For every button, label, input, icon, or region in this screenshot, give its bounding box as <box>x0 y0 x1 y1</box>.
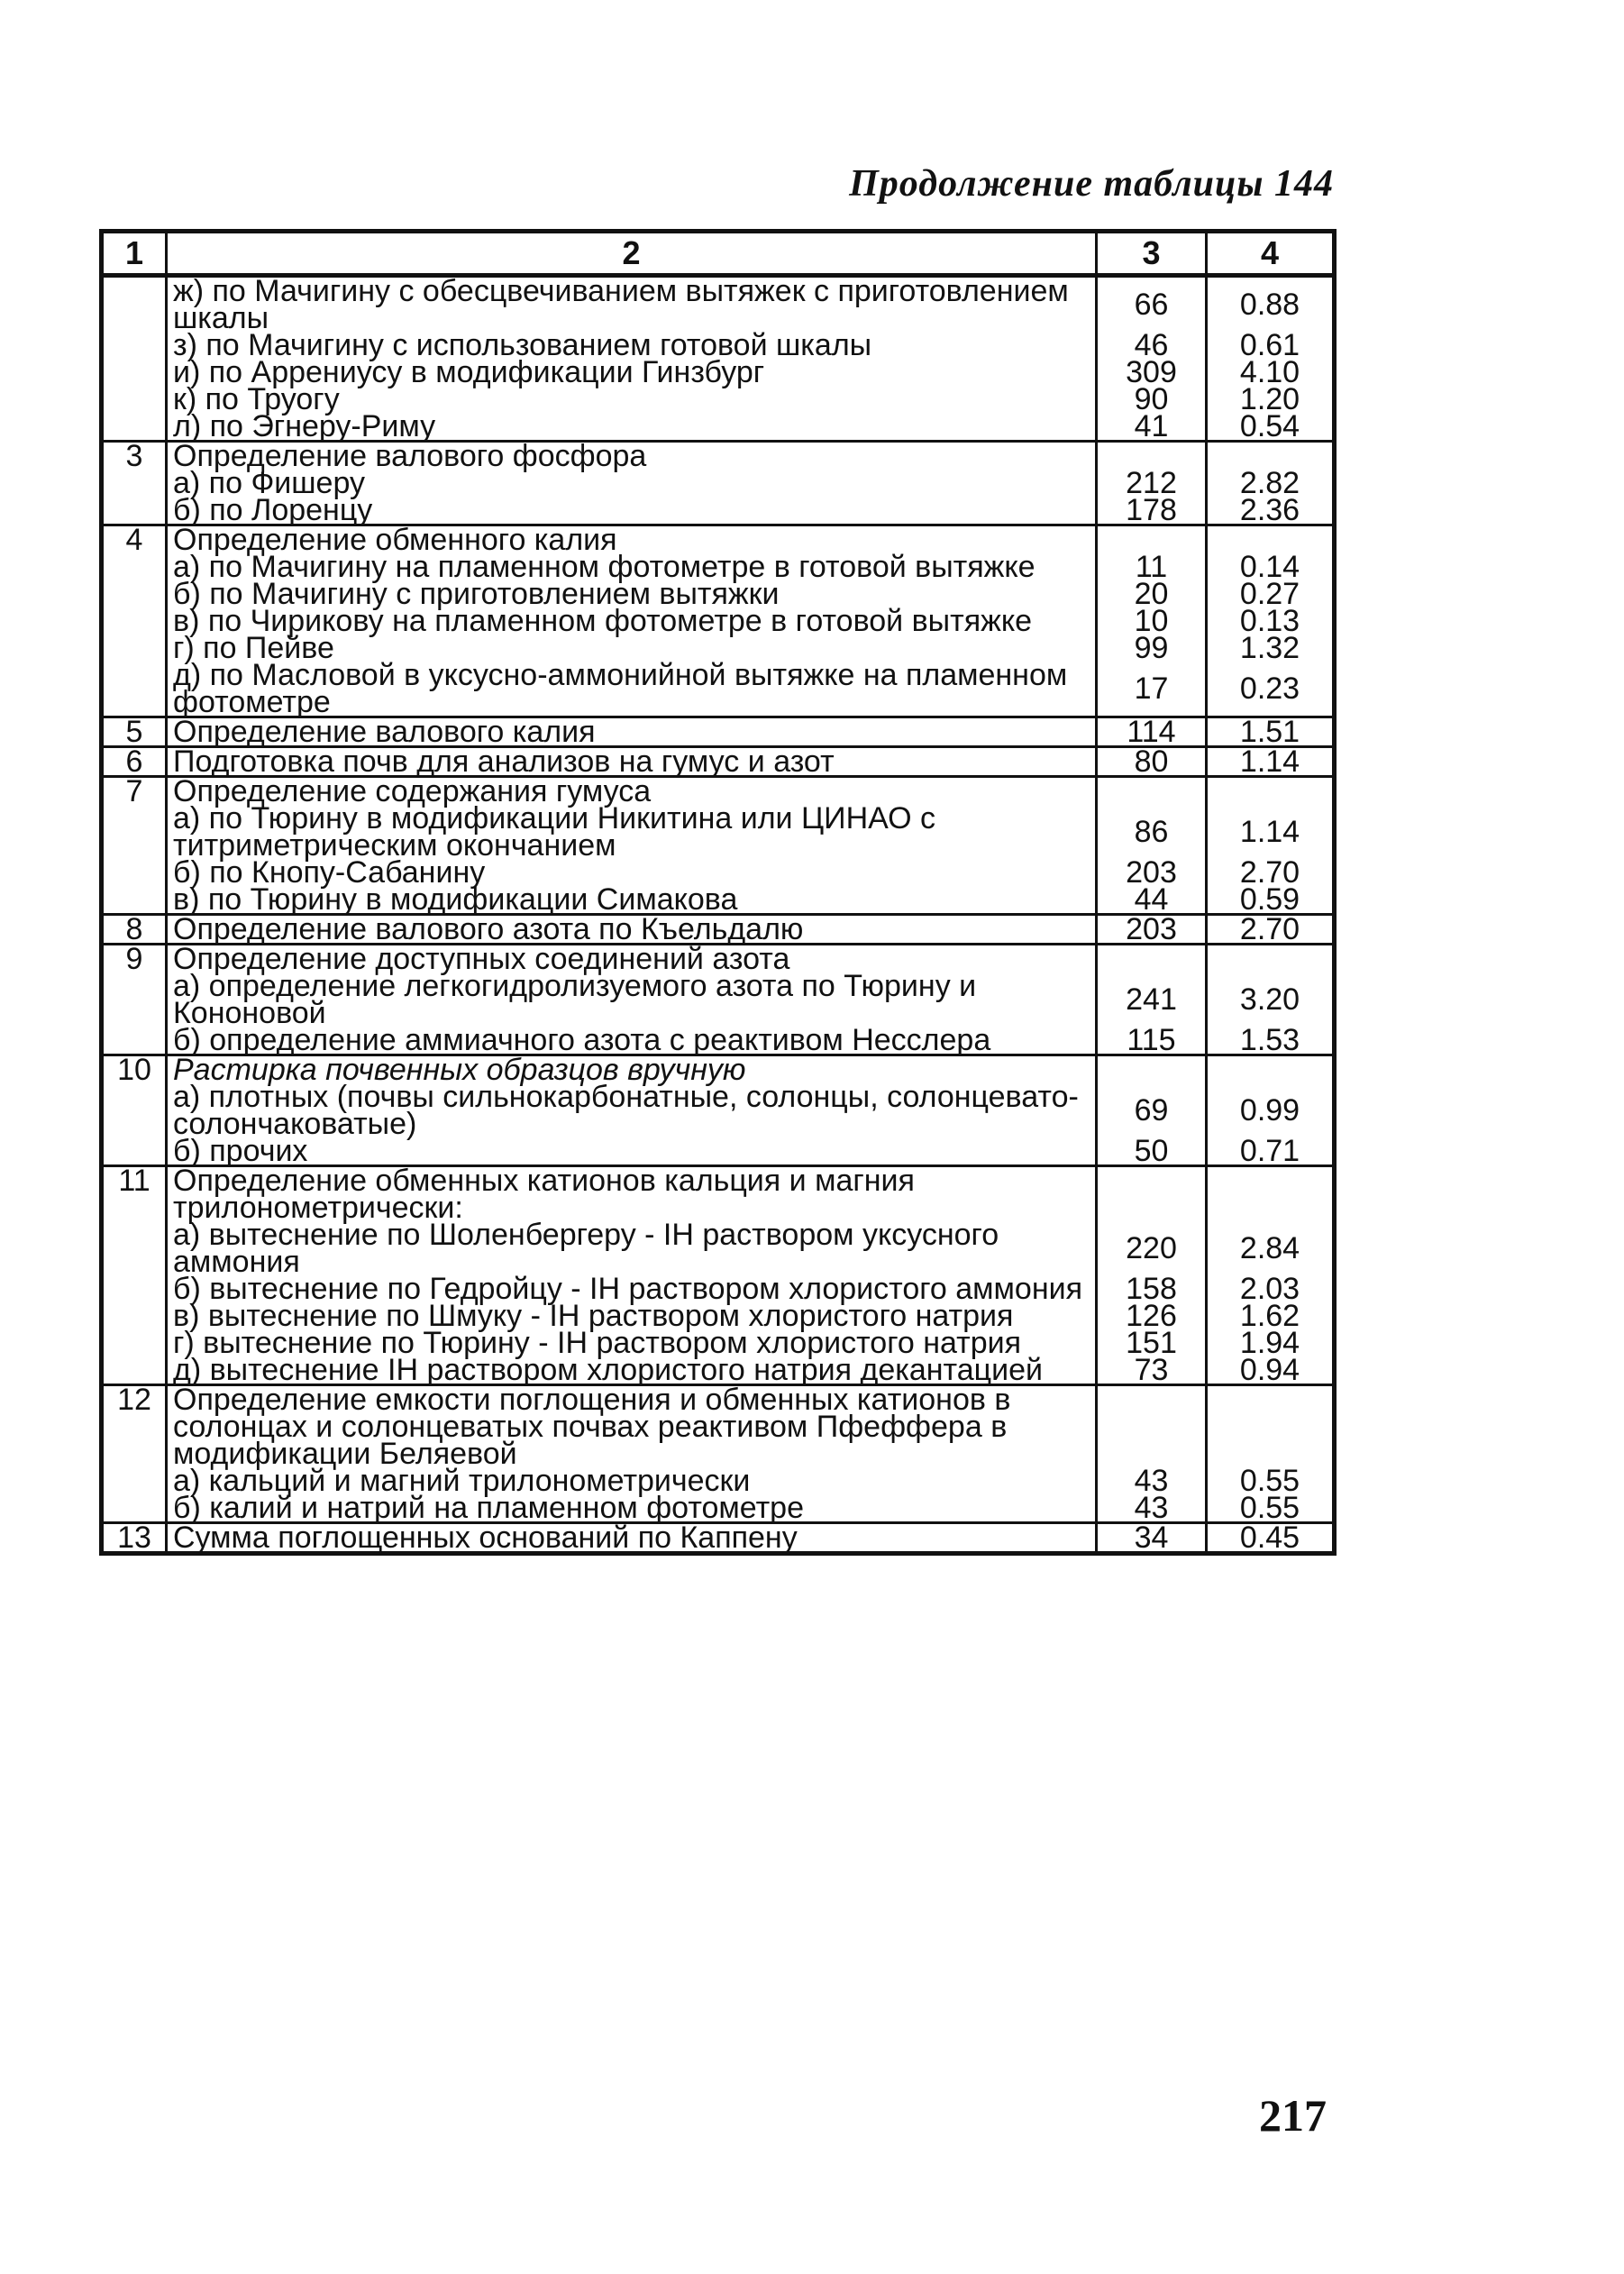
table-row <box>102 413 1335 442</box>
row-value-col4-cell: 0.55 <box>1207 1494 1335 1523</box>
row-number-cell: 7 <box>102 777 167 806</box>
row-number-cell <box>102 553 167 580</box>
row-description-cell: и) по Аррениусу в модификации Гинзбург <box>167 359 1097 386</box>
row-number-cell: 13 <box>102 1523 167 1554</box>
row-value-col3-cell: 114 <box>1097 717 1207 747</box>
row-number-cell <box>102 1329 167 1356</box>
row-number-cell <box>102 332 167 359</box>
row-value-col3-cell: 126 <box>1097 1302 1207 1329</box>
table-row <box>102 497 1335 525</box>
row-value-col3-cell <box>1097 945 1207 973</box>
row-value-col3-cell: 203 <box>1097 915 1207 945</box>
row-value-col3-cell <box>1097 777 1207 806</box>
row-description-cell: а) вытеснение по Шоленбергеру - IН раствором уксусного аммония <box>167 1221 1097 1275</box>
table-row <box>102 1166 1335 1222</box>
row-description-cell: а) по Фишеру <box>167 470 1097 497</box>
row-number-cell <box>102 805 167 859</box>
header-col-4: 4 <box>1207 232 1335 276</box>
row-number-cell <box>102 859 167 886</box>
row-description-cell: к) по Труогу <box>167 386 1097 413</box>
row-number-cell <box>102 635 167 662</box>
row-number-cell <box>102 359 167 386</box>
table-row <box>102 717 1335 747</box>
row-description-cell: а) по Тюрину в модификации Никитина или ЦИНАО с титриметрическим окончанием <box>167 805 1097 859</box>
row-value-col3-cell: 220 <box>1097 1221 1207 1275</box>
row-number-cell <box>102 1083 167 1137</box>
row-value-col3-cell: 41 <box>1097 413 1207 442</box>
table-row <box>102 1221 1335 1275</box>
row-value-col4-cell: 0.54 <box>1207 413 1335 442</box>
row-value-col3-cell: 309 <box>1097 359 1207 386</box>
row-value-col3-cell <box>1097 1055 1207 1084</box>
table-row <box>102 1523 1335 1554</box>
row-description-cell: г) по Пейве <box>167 635 1097 662</box>
header-row <box>102 232 1335 276</box>
row-number-cell <box>102 1494 167 1523</box>
row-description-cell: в) по Тюрину в модификации Симакова <box>167 886 1097 915</box>
row-value-col4-cell: 0.23 <box>1207 662 1335 717</box>
row-value-col4-cell: 0.59 <box>1207 886 1335 915</box>
row-description-cell: л) по Эгнеру-Риму <box>167 413 1097 442</box>
table-row <box>102 1385 1335 1468</box>
row-number-cell <box>102 607 167 635</box>
row-number-cell: 4 <box>102 525 167 554</box>
row-description-cell: а) кальций и магний трилонометрически <box>167 1467 1097 1494</box>
table-row <box>102 662 1335 717</box>
row-description-cell: Определение содержания гумуса <box>167 777 1097 806</box>
row-value-col4-cell <box>1207 777 1335 806</box>
row-description-cell: в) вытеснение по Шмуку - IН раствором хлористого натрия <box>167 1302 1097 1329</box>
row-value-col3-cell: 80 <box>1097 747 1207 777</box>
row-value-col4-cell <box>1207 1385 1335 1468</box>
row-description-cell: Определение обменных катионов кальция и магния трилонометрически: <box>167 1166 1097 1222</box>
row-value-col3-cell: 158 <box>1097 1275 1207 1302</box>
row-value-col3-cell: 212 <box>1097 470 1207 497</box>
row-value-col3-cell: 203 <box>1097 859 1207 886</box>
row-value-col4-cell: 0.55 <box>1207 1467 1335 1494</box>
row-number-cell <box>102 1275 167 1302</box>
row-description-cell: а) плотных (почвы сильнокарбонатные, солонцы, солонцевато-солончаковатые) <box>167 1083 1097 1137</box>
row-number-cell: 5 <box>102 717 167 747</box>
row-description-cell: з) по Мачигину с использованием готовой шкалы <box>167 332 1097 359</box>
row-value-col4-cell: 0.71 <box>1207 1137 1335 1166</box>
row-description-cell: Определение доступных соединений азота <box>167 945 1097 973</box>
row-description-cell: в) по Чирикову на пламенном фотометре в готовой вытяжке <box>167 607 1097 635</box>
row-number-cell <box>102 413 167 442</box>
row-value-col4-cell: 0.88 <box>1207 276 1335 333</box>
row-value-col4-cell: 2.70 <box>1207 859 1335 886</box>
row-value-col4-cell: 1.14 <box>1207 747 1335 777</box>
row-number-cell <box>102 1137 167 1166</box>
row-description-cell: а) определение легкогидролизуемого азота по Тюрину и Кононовой <box>167 973 1097 1027</box>
row-value-col4-cell: 3.20 <box>1207 973 1335 1027</box>
row-value-col4-cell: 0.94 <box>1207 1356 1335 1385</box>
row-value-col4-cell: 1.94 <box>1207 1329 1335 1356</box>
table-row <box>102 1356 1335 1385</box>
table-row <box>102 747 1335 777</box>
row-description-cell: д) вытеснение IН раствором хлористого натрия декантацией <box>167 1356 1097 1385</box>
row-value-col3-cell: 34 <box>1097 1523 1207 1554</box>
row-number-cell <box>102 1467 167 1494</box>
table-row <box>102 886 1335 915</box>
row-description-cell: д) по Масловой в уксусно-аммонийной вытяжке на пламенном фотометре <box>167 662 1097 717</box>
row-value-col4-cell: 1.20 <box>1207 386 1335 413</box>
row-value-col4-cell: 1.32 <box>1207 635 1335 662</box>
table-row <box>102 1027 1335 1055</box>
row-number-cell <box>102 886 167 915</box>
row-value-col3-cell: 66 <box>1097 276 1207 333</box>
row-value-col3-cell: 86 <box>1097 805 1207 859</box>
row-value-col4-cell: 1.53 <box>1207 1027 1335 1055</box>
row-number-cell <box>102 1221 167 1275</box>
row-number-cell <box>102 973 167 1027</box>
row-number-cell: 3 <box>102 442 167 470</box>
header-col-3: 3 <box>1097 232 1207 276</box>
row-value-col3-cell: 44 <box>1097 886 1207 915</box>
row-number-cell: 9 <box>102 945 167 973</box>
row-value-col4-cell <box>1207 945 1335 973</box>
table-row <box>102 973 1335 1027</box>
row-value-col3-cell: 90 <box>1097 386 1207 413</box>
row-value-col3-cell: 50 <box>1097 1137 1207 1166</box>
row-value-col3-cell: 46 <box>1097 332 1207 359</box>
row-value-col3-cell: 11 <box>1097 553 1207 580</box>
row-value-col4-cell: 1.14 <box>1207 805 1335 859</box>
row-number-cell <box>102 386 167 413</box>
row-description-cell: б) по Кнопу-Сабанину <box>167 859 1097 886</box>
row-value-col4-cell: 2.03 <box>1207 1275 1335 1302</box>
table-row <box>102 1083 1335 1137</box>
row-value-col4-cell: 2.70 <box>1207 915 1335 945</box>
row-value-col4-cell: 0.45 <box>1207 1523 1335 1554</box>
row-number-cell <box>102 662 167 717</box>
table-row <box>102 1494 1335 1523</box>
row-number-cell <box>102 580 167 607</box>
row-description-cell: Определение валового азота по Къельдалю <box>167 915 1097 945</box>
row-number-cell: 10 <box>102 1055 167 1084</box>
row-number-cell <box>102 1356 167 1385</box>
row-description-cell: Определение обменного калия <box>167 525 1097 554</box>
row-description-cell: б) прочих <box>167 1137 1097 1166</box>
row-value-col3-cell: 43 <box>1097 1494 1207 1523</box>
row-value-col4-cell: 4.10 <box>1207 359 1335 386</box>
row-value-col4-cell: 1.51 <box>1207 717 1335 747</box>
row-value-col4-cell: 2.84 <box>1207 1221 1335 1275</box>
row-value-col3-cell: 178 <box>1097 497 1207 525</box>
row-number-cell <box>102 470 167 497</box>
row-description-cell: б) калий и натрий на пламенном фотометре <box>167 1494 1097 1523</box>
row-description-cell: б) вытеснение по Гедройцу - IН раствором хлористого аммония <box>167 1275 1097 1302</box>
header-col-2: 2 <box>167 232 1097 276</box>
row-value-col3-cell <box>1097 1385 1207 1468</box>
row-value-col3-cell: 69 <box>1097 1083 1207 1137</box>
row-number-cell <box>102 1302 167 1329</box>
page-number: 217 <box>1259 2090 1327 2141</box>
row-value-col4-cell: 2.36 <box>1207 497 1335 525</box>
row-description-cell: Подготовка почв для анализов на гумус и азот <box>167 747 1097 777</box>
row-number-cell: 12 <box>102 1385 167 1468</box>
data-table <box>99 229 1337 1556</box>
row-value-col3-cell <box>1097 1166 1207 1222</box>
row-value-col4-cell: 2.82 <box>1207 470 1335 497</box>
table-row <box>102 805 1335 859</box>
row-value-col3-cell: 17 <box>1097 662 1207 717</box>
header-col-1: 1 <box>102 232 167 276</box>
row-value-col4-cell <box>1207 1166 1335 1222</box>
row-number-cell <box>102 497 167 525</box>
row-description-cell: Определение валового фосфора <box>167 442 1097 470</box>
row-number-cell: 11 <box>102 1166 167 1222</box>
row-description-cell: Растирка почвенных образцов вручную <box>167 1055 1097 1084</box>
row-value-col3-cell: 115 <box>1097 1027 1207 1055</box>
row-description-cell: ж) по Мачигину с обесцвечиванием вытяжек с приготовлением шкалы <box>167 276 1097 333</box>
row-value-col4-cell: 0.61 <box>1207 332 1335 359</box>
row-value-col3-cell: 73 <box>1097 1356 1207 1385</box>
row-description-cell: а) по Мачигину на пламенном фотометре в готовой вытяжке <box>167 553 1097 580</box>
row-number-cell <box>102 1027 167 1055</box>
row-description-cell: Определение емкости поглощения и обменных катионов в солонцах и солонцеватых почвах реактивом Пфеффера в модификации Беляевой <box>167 1385 1097 1468</box>
row-description-cell: г) вытеснение по Тюрину - IН раствором хлористого натрия <box>167 1329 1097 1356</box>
table-row <box>102 1137 1335 1166</box>
row-value-col3-cell: 20 <box>1097 580 1207 607</box>
row-value-col3-cell: 43 <box>1097 1467 1207 1494</box>
table-caption: Продолжение таблицы 144 <box>849 163 1334 205</box>
row-description-cell: б) по Лоренцу <box>167 497 1097 525</box>
row-value-col4-cell <box>1207 1055 1335 1084</box>
table-row <box>102 276 1335 333</box>
row-number-cell <box>102 276 167 333</box>
table-row <box>102 915 1335 945</box>
row-value-col3-cell: 241 <box>1097 973 1207 1027</box>
row-value-col3-cell: 99 <box>1097 635 1207 662</box>
row-description-cell: б) по Мачигину с приготовлением вытяжки <box>167 580 1097 607</box>
row-value-col4-cell: 0.99 <box>1207 1083 1335 1137</box>
row-value-col4-cell: 1.62 <box>1207 1302 1335 1329</box>
row-value-col4-cell: 0.14 <box>1207 553 1335 580</box>
row-description-cell: б) определение аммиачного азота с реактивом Несслера <box>167 1027 1097 1055</box>
row-description-cell: Сумма поглощенных оснований по Каппену <box>167 1523 1097 1554</box>
row-number-cell: 6 <box>102 747 167 777</box>
row-value-col3-cell: 10 <box>1097 607 1207 635</box>
row-number-cell: 8 <box>102 915 167 945</box>
row-description-cell: Определение валового калия <box>167 717 1097 747</box>
row-value-col3-cell: 151 <box>1097 1329 1207 1356</box>
row-value-col4-cell: 0.13 <box>1207 607 1335 635</box>
row-value-col4-cell: 0.27 <box>1207 580 1335 607</box>
